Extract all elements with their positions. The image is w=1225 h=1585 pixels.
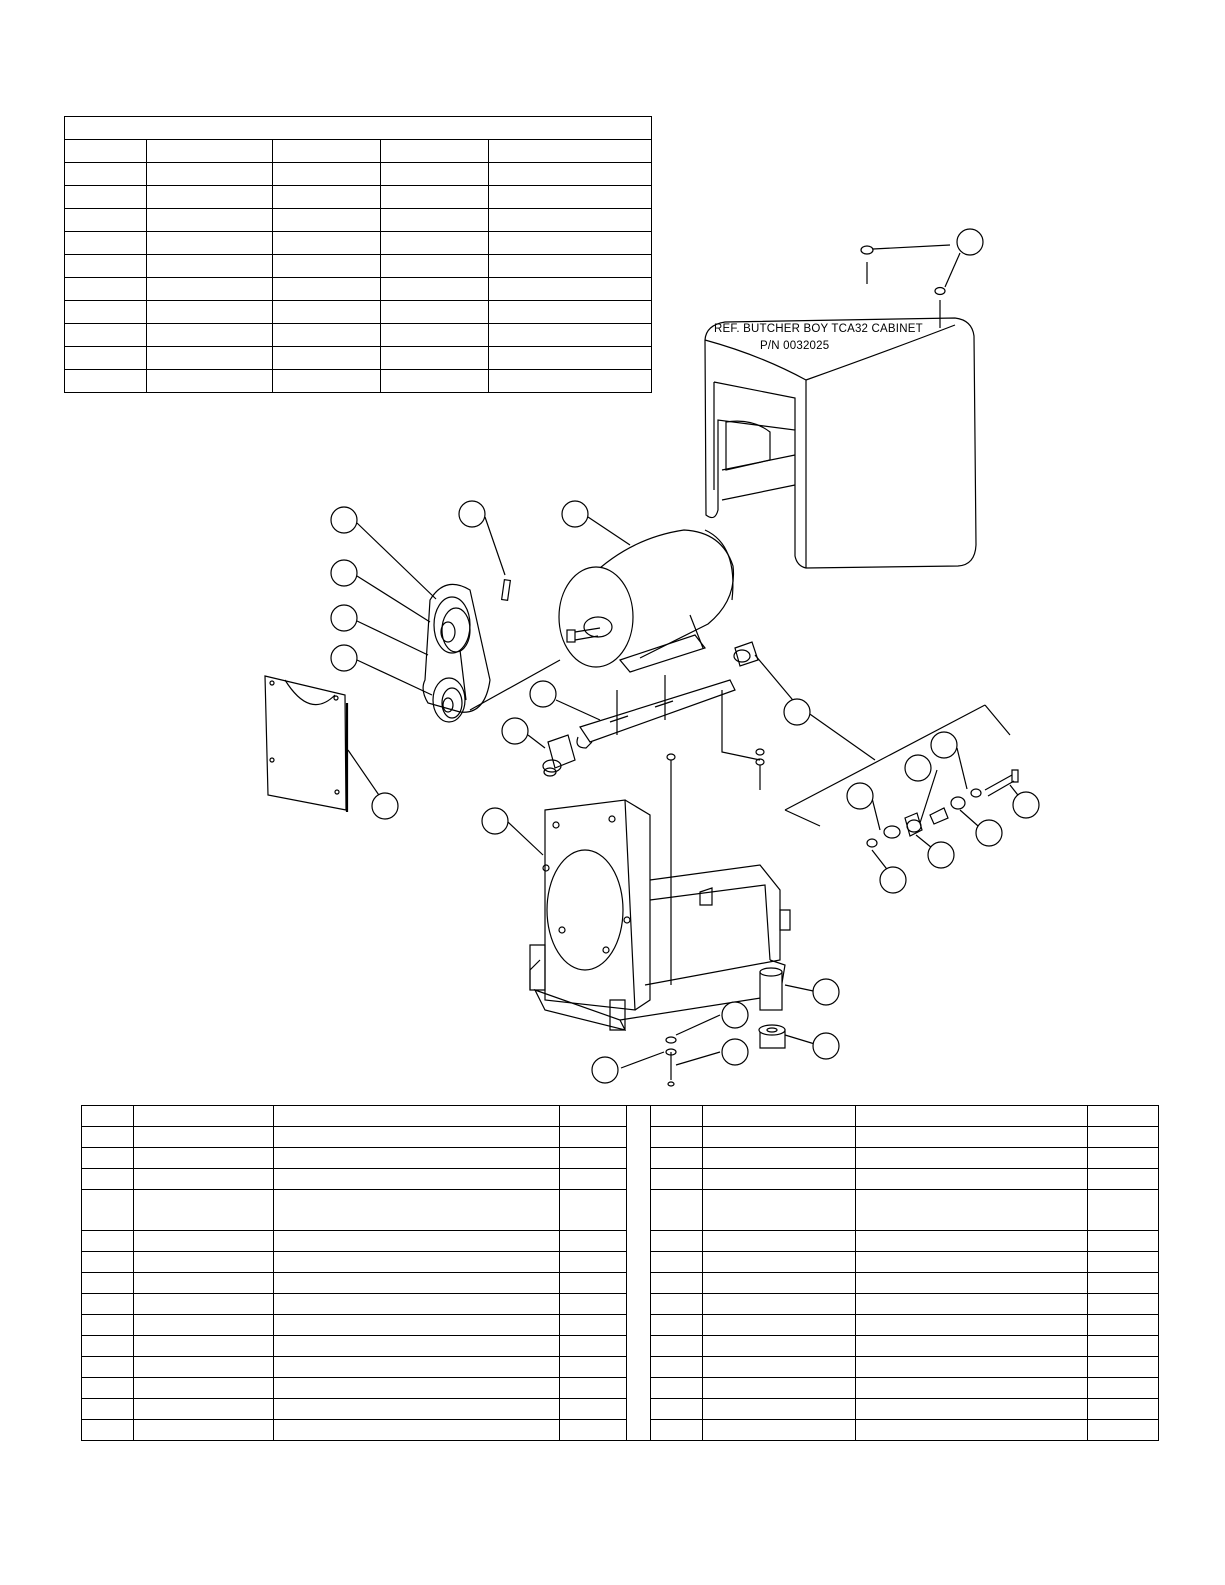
- table-cell: [703, 1357, 856, 1378]
- table-cell: [82, 1169, 134, 1190]
- table-cell: [134, 1169, 274, 1190]
- table-cell: [856, 1252, 1088, 1273]
- parts-list-table: [81, 1105, 1159, 1441]
- table-cell: [560, 1169, 627, 1190]
- table-cell: [856, 1231, 1088, 1252]
- table-cell: [274, 1273, 560, 1294]
- table-cell: [651, 1294, 703, 1315]
- table-cell: [651, 1273, 703, 1294]
- table-cell: [274, 1169, 560, 1190]
- table-row: [82, 1357, 1159, 1378]
- table-row: [82, 1127, 1159, 1148]
- table-cell: [651, 1420, 703, 1441]
- table-cell: [856, 1273, 1088, 1294]
- table-cell: [856, 1378, 1088, 1399]
- table-cell: [274, 1231, 560, 1252]
- table-row: [82, 1336, 1159, 1357]
- table-cell: [82, 1190, 134, 1231]
- table-cell: [651, 1148, 703, 1169]
- table-cell: [82, 1399, 134, 1420]
- pulley-belt-assembly: [423, 584, 490, 722]
- cabinet-fasteners: [861, 245, 960, 328]
- table-cell: [651, 1399, 703, 1420]
- cabinet: [705, 318, 976, 568]
- table-cell: [703, 1127, 856, 1148]
- table-cell: [703, 1420, 856, 1441]
- table-cell: [651, 1252, 703, 1273]
- table-cell: [1088, 1420, 1159, 1441]
- table-cell: [560, 1420, 627, 1441]
- table-cell: [274, 1336, 560, 1357]
- table-cell: [560, 1252, 627, 1273]
- table-cell: [82, 1148, 134, 1169]
- table-cell: [134, 1231, 274, 1252]
- motor: [559, 530, 733, 672]
- table-row: [82, 1190, 1159, 1231]
- table-cell: [1088, 1148, 1159, 1169]
- table-cell: [274, 1127, 560, 1148]
- table-cell: [82, 1315, 134, 1336]
- table-row: [82, 1273, 1159, 1294]
- table-cell: [134, 1127, 274, 1148]
- table-cell: [651, 1231, 703, 1252]
- isolator-right: [734, 642, 758, 666]
- table-cell: [274, 1252, 560, 1273]
- table-cell: [856, 1148, 1088, 1169]
- table-cell: [134, 1315, 274, 1336]
- table-cell: [651, 1315, 703, 1336]
- table-cell: [651, 1106, 703, 1127]
- table-row: [82, 1231, 1159, 1252]
- table-cell: [560, 1148, 627, 1169]
- table-cell: [560, 1273, 627, 1294]
- table-cell: [856, 1315, 1088, 1336]
- table-cell: [82, 1231, 134, 1252]
- table-cell: [560, 1127, 627, 1148]
- table-cell: [82, 1127, 134, 1148]
- table-cell: [856, 1420, 1088, 1441]
- table-cell: [703, 1378, 856, 1399]
- table-cell: [274, 1357, 560, 1378]
- table-cell: [82, 1273, 134, 1294]
- table-cell: [134, 1148, 274, 1169]
- table-cell: [1088, 1252, 1159, 1273]
- foot-spacer: [760, 968, 782, 1010]
- table-cell: [82, 1357, 134, 1378]
- cabinet-part-number: P/N 0032025: [760, 340, 830, 352]
- table-cell: [134, 1273, 274, 1294]
- table-cell: [82, 1420, 134, 1441]
- table-row: [82, 1106, 1159, 1127]
- table-cell: [274, 1148, 560, 1169]
- table-cell: [274, 1106, 560, 1127]
- table-cell: [856, 1294, 1088, 1315]
- table-cell: [274, 1399, 560, 1420]
- table-cell: [1088, 1315, 1159, 1336]
- table-cell: [856, 1399, 1088, 1420]
- table-cell: [651, 1169, 703, 1190]
- table-cell: [703, 1336, 856, 1357]
- table-cell: [1088, 1231, 1159, 1252]
- table-row: [82, 1252, 1159, 1273]
- table-cell: [560, 1294, 627, 1315]
- table-cell: [82, 1378, 134, 1399]
- table-cell: [274, 1420, 560, 1441]
- table-cell: [651, 1336, 703, 1357]
- table-cell: [82, 1252, 134, 1273]
- cabinet-reference-label: REF. BUTCHER BOY TCA32 CABINET: [714, 323, 923, 335]
- table-cell: [1088, 1190, 1159, 1231]
- table-cell: [1088, 1336, 1159, 1357]
- table-cell: [856, 1106, 1088, 1127]
- table-cell: [560, 1357, 627, 1378]
- table-cell: [703, 1106, 856, 1127]
- table-cell: [703, 1231, 856, 1252]
- table-cell: [134, 1252, 274, 1273]
- table-cell: [856, 1190, 1088, 1231]
- table-row: [82, 1294, 1159, 1315]
- table-cell: [274, 1190, 560, 1231]
- table-cell: [134, 1190, 274, 1231]
- table-cell: [134, 1378, 274, 1399]
- table-cell: [703, 1399, 856, 1420]
- table-cell: [703, 1252, 856, 1273]
- table-cell: [1088, 1273, 1159, 1294]
- table-row: [82, 1148, 1159, 1169]
- table-row: [82, 1315, 1159, 1336]
- table-cell: [856, 1336, 1088, 1357]
- table-cell: [1088, 1357, 1159, 1378]
- table-cell: [856, 1169, 1088, 1190]
- table-cell: [703, 1315, 856, 1336]
- table-column-gap: [627, 1106, 651, 1441]
- table-cell: [703, 1190, 856, 1231]
- table-cell: [82, 1336, 134, 1357]
- table-cell: [560, 1399, 627, 1420]
- motor-mount-plate: [577, 675, 760, 760]
- long-bolt: [666, 754, 676, 1086]
- table-cell: [703, 1148, 856, 1169]
- table-cell: [1088, 1127, 1159, 1148]
- table-cell: [560, 1315, 627, 1336]
- table-cell: [1088, 1378, 1159, 1399]
- base-frame: [530, 800, 790, 1030]
- table-cell: [651, 1190, 703, 1231]
- table-cell: [134, 1357, 274, 1378]
- table-cell: [1088, 1294, 1159, 1315]
- table-cell: [274, 1315, 560, 1336]
- table-row: [82, 1399, 1159, 1420]
- table-cell: [560, 1378, 627, 1399]
- table-cell: [560, 1106, 627, 1127]
- table-cell: [1088, 1399, 1159, 1420]
- table-row: [82, 1420, 1159, 1441]
- table-cell: [703, 1169, 856, 1190]
- access-cover: [265, 676, 347, 812]
- table-cell: [1088, 1106, 1159, 1127]
- table-cell: [560, 1231, 627, 1252]
- isolator-left: [543, 735, 575, 776]
- table-cell: [856, 1127, 1088, 1148]
- table-cell: [651, 1127, 703, 1148]
- table-cell: [274, 1378, 560, 1399]
- table-cell: [560, 1336, 627, 1357]
- foot-pad: [759, 1025, 785, 1048]
- table-cell: [703, 1294, 856, 1315]
- table-cell: [134, 1399, 274, 1420]
- table-cell: [856, 1357, 1088, 1378]
- small-fastener: [756, 749, 764, 790]
- table-cell: [82, 1294, 134, 1315]
- table-row: [82, 1378, 1159, 1399]
- table-cell: [560, 1190, 627, 1231]
- key: [502, 580, 511, 601]
- table-cell: [134, 1106, 274, 1127]
- table-cell: [82, 1106, 134, 1127]
- table-cell: [274, 1294, 560, 1315]
- table-cell: [703, 1273, 856, 1294]
- table-cell: [134, 1336, 274, 1357]
- table-cell: [1088, 1169, 1159, 1190]
- table-cell: [134, 1420, 274, 1441]
- table-cell: [651, 1357, 703, 1378]
- table-cell: [651, 1378, 703, 1399]
- table-row: [82, 1169, 1159, 1190]
- table-cell: [134, 1294, 274, 1315]
